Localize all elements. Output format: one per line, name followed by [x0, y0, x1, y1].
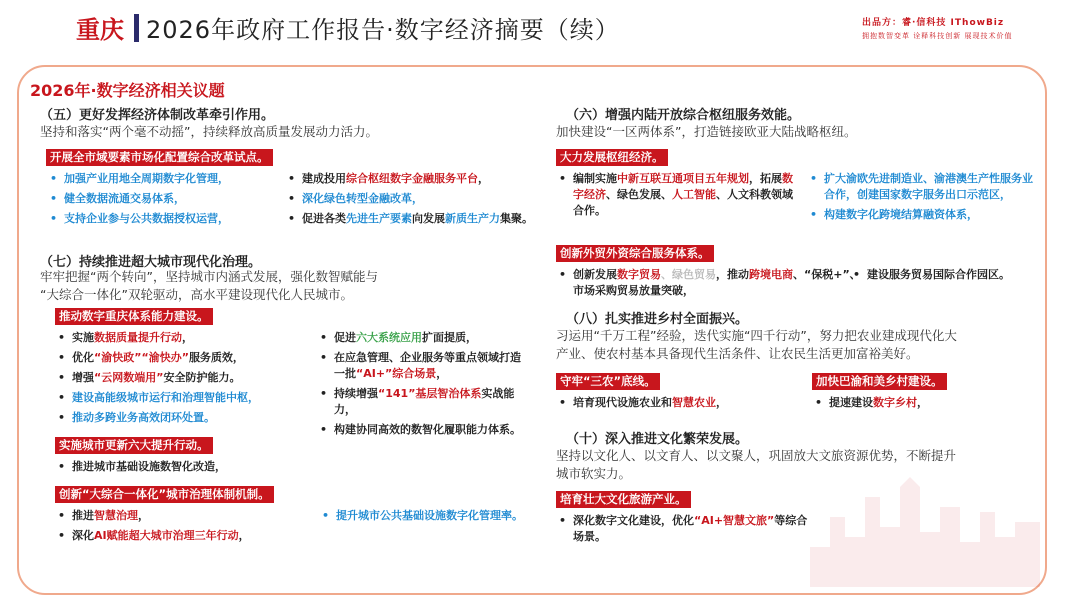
s6-paragraph: 加快建设“一区两体系”，打造链接欧亚大陆战略枢纽。 [556, 124, 857, 139]
s10-tag: 培育壮大文化旅游产业。 [556, 491, 691, 508]
city-title: 重庆 [76, 16, 124, 44]
list-item: • 增强“云网数端用”安全防护能力。 [58, 370, 308, 386]
title-divider [134, 14, 139, 42]
s10-heading: （十）深入推进文化繁荣发展。 [566, 432, 749, 447]
list-item: • 建成投用综合枢纽数字金融服务平台， [288, 171, 533, 187]
list-item: • 推进城市基础设施数智化改造， [58, 459, 308, 475]
s7-list-right [320, 330, 530, 442]
list-item: • 构建数字化跨境结算融资体系， [810, 207, 1035, 223]
s7-tag-3: 创新“大综合一体化”城市治理体制机制。 [55, 486, 274, 503]
list-item: • 编制实施中新互联互通项目五年规划，拓展数字经济、绿色发展、人工智能、人文科教领域合作。 [559, 171, 799, 219]
s6-tag-2: 创新外贸外资综合服务体系。 [556, 245, 714, 262]
s6-list-left [559, 171, 799, 223]
list-item: • 持续增强“141”基层智治体系实战能力， [320, 386, 530, 418]
list-item: • 构建协同高效的数智化履职能力体系。 [320, 422, 530, 438]
list-item: • 在应急管理、企业服务等重点领域打造一批“AI+”综合场景， [320, 350, 530, 382]
header [0, 0, 1080, 58]
list-item: • 深化AI赋能超大城市治理三年行动， [58, 528, 308, 544]
list-item: • 实施数据质量提升行动， [58, 330, 308, 346]
list-item: • 扩大渝欧先进制造业、渝港澳生产性服务业合作，创建国家数字服务出口示范区， [810, 171, 1035, 203]
list-item: • 深化数字文化建设，优化“AI+智慧文旅”等综合场景。 [559, 513, 809, 545]
s6-list-trade [559, 267, 871, 303]
brand-slogan: 拥抱数智变革 诠释科技创新 展现技术价值 [862, 32, 1013, 40]
s7-list-left [58, 330, 308, 430]
s10-paragraph-2: 城市软实力。 [556, 466, 632, 481]
list-item: • 促进六大系统应用扩面提质， [320, 330, 530, 346]
s7-list-governance-left [58, 508, 308, 548]
list-item: • 加强产业用地全周期数字化管理， [50, 171, 280, 187]
list-item: • 优化“渝快政”“渝快办”服务质效， [58, 350, 308, 366]
s5-list-left [50, 171, 280, 231]
brand-label: 出品方：睿·信科技 IThowBiz [862, 18, 1005, 28]
s7-list-renewal [58, 459, 308, 479]
list-item: • 建设高能级城市运行和治理智能中枢， [58, 390, 308, 406]
s7-tag-2: 实施城市更新六大提升行动。 [55, 437, 213, 454]
section-title: 2026年·数字经济相关议题 [30, 81, 225, 100]
s10-paragraph-1: 坚持以文化人、以文育人、以文聚人，巩固放大文旅资源优势，不断提升 [556, 448, 957, 463]
page-title: 2026年政府工作报告·数字经济摘要（续） [146, 16, 620, 44]
s7-paragraph-1: 牢牢把握“两个转向”，坚持城市内涵式发展，强化数智赋能与 [40, 269, 378, 284]
skyline-watermark-icon [810, 457, 1040, 587]
list-item: • 提速建设数字乡村， [815, 395, 1015, 411]
s5-tag: 开展全市域要素市场化配置综合改革试点。 [46, 149, 273, 166]
s7-list-governance-right [322, 508, 537, 528]
s8-paragraph-2: 产业、使农村基本具备现代生活条件、让农民生活更加富裕美好。 [556, 346, 919, 361]
s6-heading: （六）增强内陆开放综合枢纽服务效能。 [566, 108, 801, 123]
list-item: • 健全数据流通交易体系， [50, 191, 280, 207]
s8-list-right [815, 395, 1015, 415]
s7-tag-1: 推动数字重庆体系能力建设。 [55, 308, 213, 325]
s5-list-right [288, 171, 533, 231]
s6-tag-1: 大力发展枢纽经济。 [556, 149, 668, 166]
list-item: • 推动多跨业务高效闭环处置。 [58, 410, 308, 426]
s7-paragraph-2: “大综合一体化”双轮驱动，高水平建设现代化人民城市。 [40, 287, 353, 302]
s5-heading: （五）更好发挥经济体制改革牵引作用。 [40, 108, 275, 123]
list-item: • 支持企业参与公共数据授权运营， [50, 211, 280, 227]
s8-tag-1: 守牢“三农”底线。 [556, 373, 660, 390]
list-item: • 推进智慧治理， [58, 508, 308, 524]
s7-heading: （七）持续推进超大城市现代化治理。 [40, 255, 262, 270]
list-item: • 提升城市公共基础设施数字化管理率。 [322, 508, 537, 524]
s5-paragraph: 坚持和落实“两个毫不动摇”，持续释放高质量发展动力活力。 [40, 124, 378, 139]
s6-list-trade-right [853, 267, 1043, 287]
list-item: • 促进各类先进生产要素向发展新质生产力集聚。 [288, 211, 533, 227]
list-item: • 建设服务贸易国际合作园区。 [853, 267, 1043, 283]
s8-heading: （八）扎实推进乡村全面振兴。 [566, 312, 749, 327]
list-item: • 深化绿色转型金融改革， [288, 191, 533, 207]
s6-list-right [810, 171, 1035, 227]
list-item: • 创新发展数字贸易、绿色贸易，推动跨境电商、“保税+”、市场采购贸易放量突破， [559, 267, 871, 299]
s8-tag-2: 加快巴渝和美乡村建设。 [812, 373, 947, 390]
list-item: • 培育现代设施农业和智慧农业， [559, 395, 799, 411]
s8-paragraph-1: 习运用“千万工程”经验，迭代实施“四千行动”，努力把农业建成现代化大 [556, 328, 957, 343]
s10-list [559, 513, 809, 549]
s8-list-left [559, 395, 799, 415]
